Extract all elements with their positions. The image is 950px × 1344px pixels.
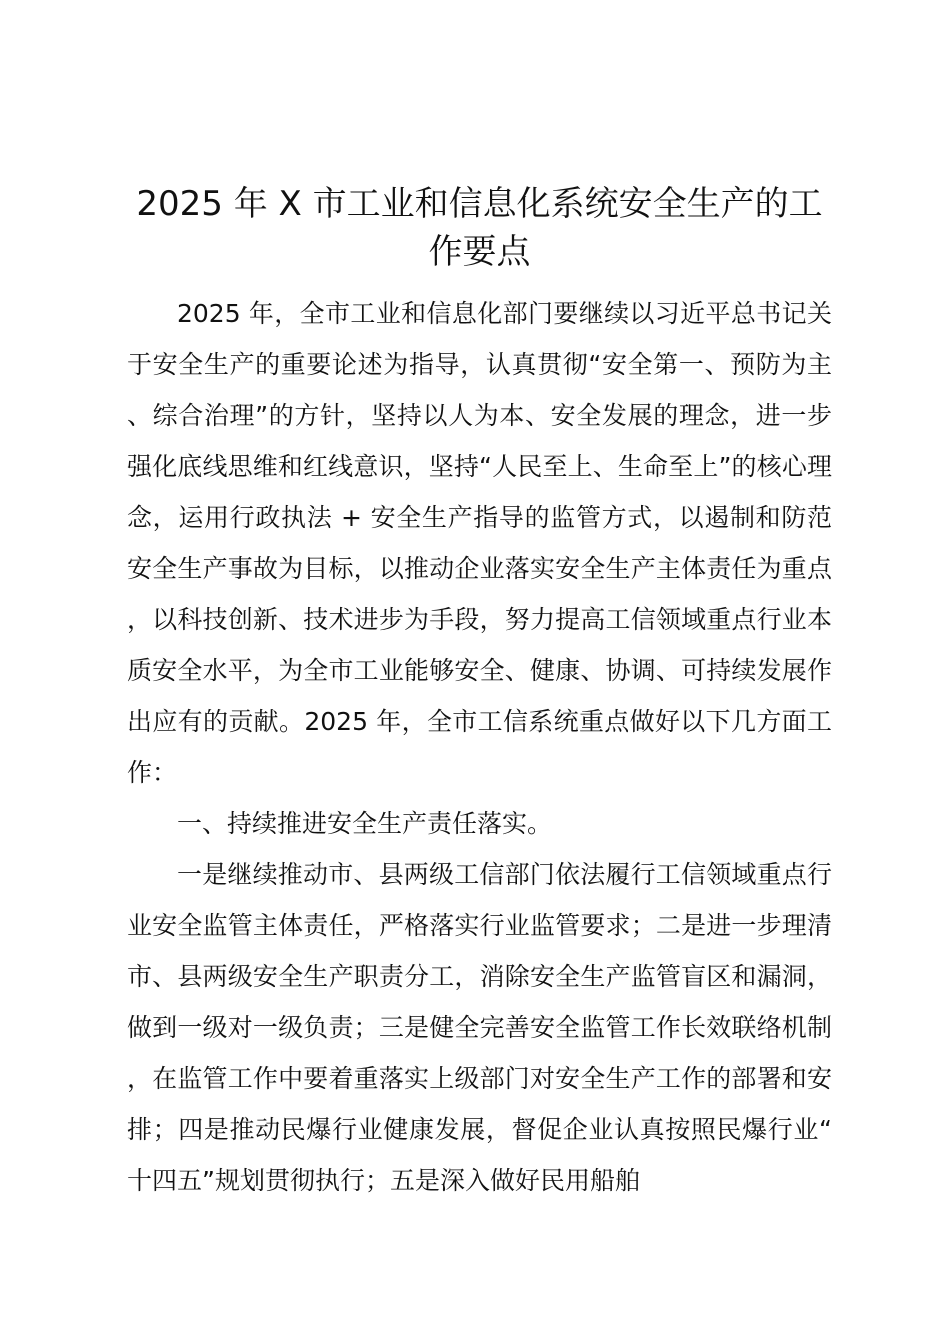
document-title: 2025 年 X 市工业和信息化系统安全生产的工作要点 (136, 184, 823, 272)
body-paragraph: 一是继续推动市、县两级工信部门依法履行工信领域重点行业安全监管主体责任，严格落实行业监管要求；二是进一步理清市、县两级安全生产职责分工，消除安全生产监管盲区和漏洞，做到一级对一级负责；三是健全完善安全监管工作长效联络机制，在监管工作中要着重落实上级部门对安全生产工作的部署和安排；四是推动民爆行业健康发展，督促企业认真按照民爆行业“十四五”规划贯彻执行；五是深入做好民用船舶 (127, 860, 832, 1195)
document-page (127, 180, 832, 1206)
intro-paragraph: 2025 年，全市工业和信息化部门要继续以习近平总书记关于安全生产的重要论述为指导，认真贯彻“安全第一、预防为主、综合治理”的方针，坚持以人为本、安全发展的理念，进一步强化底线思维和红线意识，坚持“人民至上、生命至上”的核心理念，运用行政执法 + 安全生产指导的监管方式，以遏制和防范安全生产事故为目标，以推动企业落实安全生产主体责任为重点，以科技创新、技术进步为手段，努力提高工信领域重点行业本质安全水平，为全市工业能够安全、健康、协调、可持续发展作出应有的贡献。2025 年，全市工信系统重点做好以下几方面工作： (127, 299, 832, 787)
section-heading-1: 一、持续推进安全生产责任落实。 (177, 809, 553, 838)
